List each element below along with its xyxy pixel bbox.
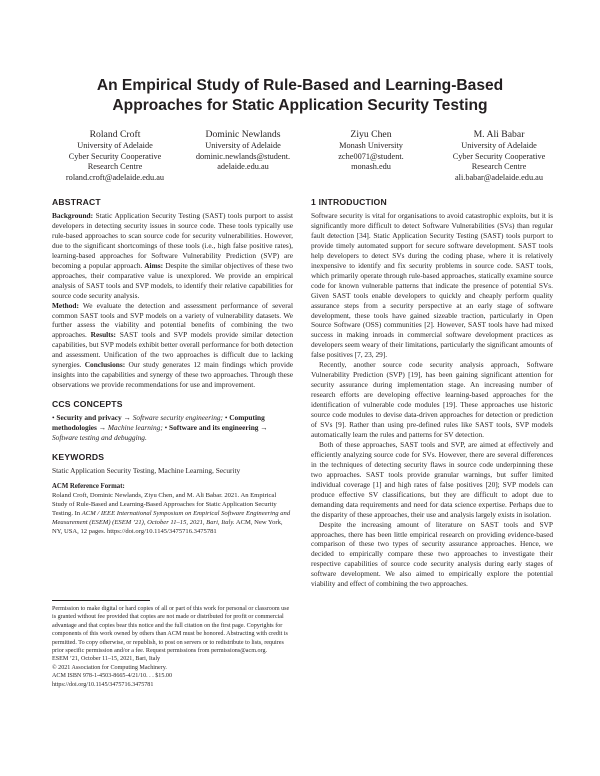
venue-line: ESEM ’21, October 11–15, 2021, Bari, Italy: [52, 656, 161, 663]
conclusions-text: Our study generates 12 main findings which provide insights into the capabilities and synergy of these two approaches. Through these observations we provide recommendations for use and improvement.: [52, 360, 293, 390]
aims-text: Despite the similar objectives of these two approaches, their comparative value is unexplored. We provide an empirical analysis of SAST tools and SVP models, to identify their relative capabilities for source code security analysis.: [52, 260, 293, 300]
author-email: roland.croft@adelaide.edu.au: [65, 172, 165, 182]
intro-paragraph: Both of these approaches, SAST tools and SVP, are aimed at effectively and efficiently analyzing source code for SVs. However, there are several differences in the techniques of detecting security flaws in source code underpinning these two approaches. SAST tools provide granular warnings, but suffer limited individual coverage [1] and high rates of false positives [20]; SVP models can produce effective SV classifications, but they are difficult to adopt due to demanding data requirements and need for data science expertise. Perhaps due to the disparity of these approaches, their use and analysis largely exists in isolation.: [311, 439, 553, 519]
ccs-bullet: •: [223, 413, 230, 423]
conclusions-label: Conclusions:: [81, 360, 126, 370]
ccs-subconcept: → Software security engineering;: [121, 413, 223, 423]
ccs-concept: Security and privacy: [56, 413, 122, 423]
author-name: Ziyu Chen: [350, 129, 392, 140]
intro-heading: 1 INTRODUCTION: [311, 197, 387, 207]
author-email: dominic.newlands@student.: [195, 151, 291, 161]
author-email: ali.babar@adelaide.edu.au: [454, 172, 544, 182]
results-label: Results:: [86, 330, 116, 340]
method-text: We evaluate the detection and assessment performance of several common SAST tools and SVP models on a variety of vulnerability datasets. We further assess the viability and potential benefits of combining the two approaches.: [52, 300, 293, 340]
right-column: [311, 197, 553, 589]
ccs-subconcept: → Software testing and debugging.: [52, 423, 268, 443]
author-name: Dominic Newlands: [205, 129, 281, 140]
ccs-text: [52, 413, 293, 443]
results-text: SAST tools and SVP models provide similar detection capabilities, but SVP models exhibit better overall performance for both detection and assessment. Unification of the two approaches is difficult due to lacking synergies.: [52, 330, 293, 370]
ccs-heading: CCS CONCEPTS: [52, 399, 123, 410]
author-affiliation: University of Adelaide: [461, 141, 537, 150]
copyright-line: © 2021 Association for Computing Machinery.: [52, 664, 167, 671]
author-email: zche0071@student.: [338, 151, 404, 161]
keywords-heading: KEYWORDS: [52, 452, 105, 463]
author-affiliation: Cyber Security Cooperative: [452, 151, 546, 161]
keywords-text: Static Application Security Testing, Machine Learning, Security: [52, 466, 241, 476]
background-text: Static Application Security Testing (SAST) tools purport to assist developers in detecting security issues in source code. These tools typically use rule-based approaches to scan source code for security vulnerabilities. However, due to the significant shortcomings of these tools (i.e., high false positive rates), learning-based approaches for Software Vulnerability Prediction (SVP) are becoming a popular approach.: [52, 211, 293, 270]
author-name: Roland Croft: [89, 129, 141, 140]
ccs-concept: Software and its engineering: [169, 423, 259, 433]
permission-block: [52, 605, 293, 689]
acm-ref-part: ACM, New York, NY, USA, 12 pages. https://doi.org/10.1145/3475716.3475781: [52, 518, 283, 535]
abstract-text: [52, 211, 293, 301]
acm-ref-venue: ACM / IEEE International Symposium on Empirical Software Engineering and Measurement (ESEM) (ESEM ’21), October 11–15, 2021, Bari, Italy.: [52, 509, 291, 526]
author-affiliation: University of Adelaide: [205, 141, 281, 150]
ccs-bullet: •: [162, 423, 170, 433]
author-email: monash.edu: [351, 162, 391, 172]
intro-paragraph: Software security is vital for organisations to avoid catastrophic exploits, but it is significantly more difficult to detect Software Vulnerabilities (SVs) than regular fault detection [34]. Static Application Security Testing (SAST) tools purport to provide timely automated support for secure software development. SAST tools help developers to detect SVs during the coding phase, where it is relatively inexpensive to identify and fix security problems in source code. SAST tools, which primarily operate through rule-based approaches, statically examine source code for known vulnerable patterns that indicate the presence of potential SVs. Given SAST tools enable developers to quickly and cheaply perform quality assurance steps from a security perspective at an early stage of software development, these tools have gained sizeable traction, particularly in Open Source Software (OSS) communities [2]. However, SAST tools have had mixed success in making inroads in commercial software development practices as developers seem weary of their limitations, particularly the significant amounts of false positives [7, 23, 29].: [311, 211, 553, 360]
title-line: An Empirical Study of Rule-Based and Learning-Based: [96, 77, 504, 94]
ccs-concept: Computing methodologies: [52, 413, 265, 433]
title-line: Approaches for Static Application Security Testing: [112, 97, 488, 114]
author-affiliation: Research Centre: [471, 162, 527, 172]
intro-paragraph: Recently, another source code security analysis approach, Software Vulnerability Prediction (SVP) [19], has been gaining significant attention for security assurance during implementation stage. An increasing number of research efforts are developing effective learning-based approaches for the identification of vulnerable code modules [19]. These approaches use historic source code modules to devise data-driven approaches for detection or prediction of SVs [9]. Rather than using pre-defined rules like SAST tools, SVP models automatically learn the rules and patterns for SV detection.: [311, 360, 553, 439]
acm-ref-part: Roland Croft, Dominic Newlands, Ziyu Chen, and M. Ali Babar. 2021. An Empirical Study of Rule-Based and Learning-Based Approaches for Static Application Security Testing. In: [52, 491, 277, 517]
author-affiliation: Monash University: [339, 141, 403, 150]
abstract-text: [52, 301, 293, 391]
author-block: [424, 129, 574, 183]
ccs-subconcept: → Machine learning;: [96, 423, 163, 433]
aims-label: Aims:: [142, 260, 164, 270]
footnote-rule: [52, 600, 150, 601]
acm-ref-text: [52, 492, 293, 537]
acm-ref-heading: ACM Reference Format:: [52, 482, 125, 490]
author-affiliation: Research Centre: [87, 162, 143, 172]
ccs-bullet: •: [52, 413, 57, 423]
abstract-heading: ABSTRACT: [52, 197, 101, 207]
left-column: [52, 197, 293, 536]
doi-link[interactable]: https://doi.org/10.1145/3475716.3475781: [52, 681, 154, 688]
author-affiliation: Cyber Security Cooperative: [68, 151, 162, 161]
author-email: adelaide.edu.au: [217, 162, 269, 172]
permission-text: Permission to make digital or hard copies of all or part of this work for personal or classroom use is granted without fee provided that copies are not made or distributed for profit or commercial advantage and that copies bear this notice and the full citation on the first page. Copyrights for components of this work owned by others than ACM must be honored. Abstracting with credit is permitted. To copy otherwise, or republish, to post on servers or to redistribute to lists, requires prior specific permission and/or a fee. Request permissions from permissions@acm.org.: [52, 606, 290, 655]
author-affiliation: University of Adelaide: [77, 141, 153, 150]
intro-paragraph: Despite the increasing amount of literature on SAST tools and SVP approaches, there has been little empirical research on providing evidence-based comparison of these two types of security assurance approaches. Hence, we decided to empirically compare these two approaches to investigate their respective capabilities of source code security analysis during early stages of software development. We also aimed to empirically explore the potential viability and effect of combining the two approaches.: [311, 519, 553, 589]
isbn-line: ACM ISBN 978-1-4503-8665-4/21/10. . . $15.00: [52, 673, 173, 680]
paper-title: [40, 76, 560, 116]
method-label: Method:: [52, 300, 79, 310]
author-name: M. Ali Babar: [473, 129, 525, 140]
background-label: Background:: [52, 211, 94, 220]
